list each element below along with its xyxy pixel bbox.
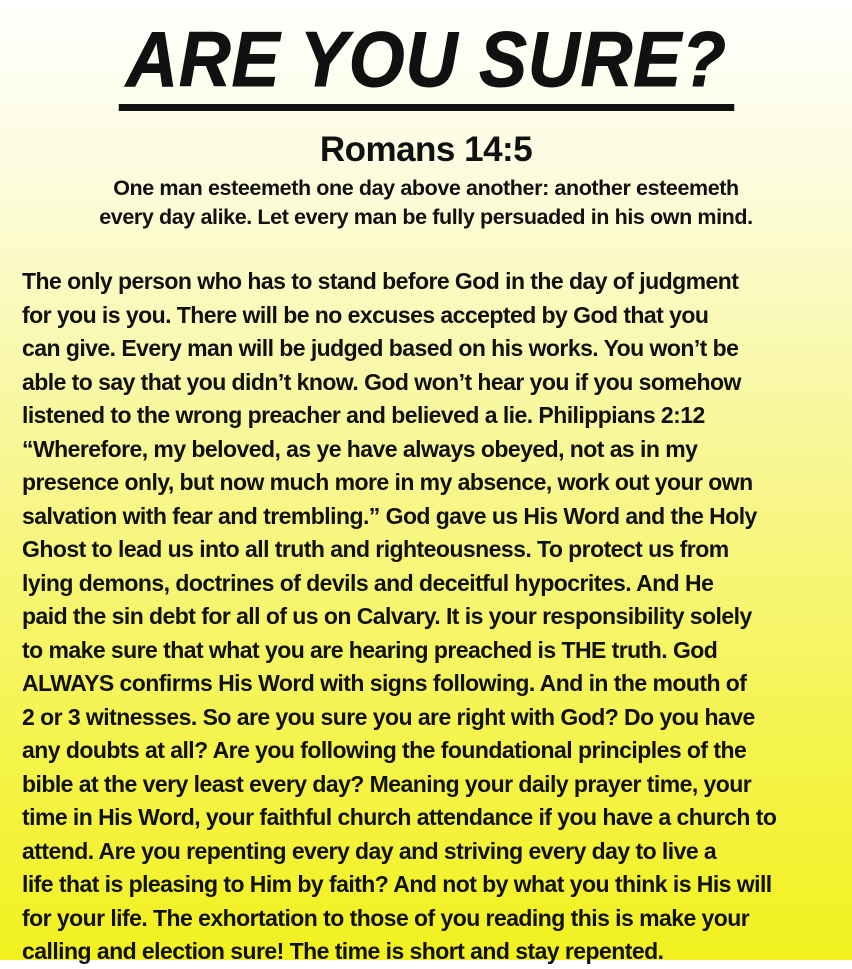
verse-line: One man esteemeth one day above another: another esteemeth <box>113 176 739 200</box>
body-line: bible at the very least every day? Meaning your daily prayer time, your <box>22 770 752 797</box>
body-line: to make sure that what you are hearing preached is THE truth. God <box>22 636 718 663</box>
headline: ARE YOU SURE? <box>118 14 733 111</box>
body-line: attend. Are you repenting every day and striving every day to live a <box>22 837 717 864</box>
body-line: life that is pleasing to Him by faith? And not by what you think is His will <box>22 871 772 897</box>
body-line: can give. Every man will be judged based on his works. You won’t be <box>22 335 739 361</box>
body-line: paid the sin debt for all of us on Calvary. It is your responsibility solely <box>22 603 752 629</box>
body-line: “Wherefore, my beloved, as ye have always obeyed, not as in my <box>22 435 698 462</box>
body-line: 2 or 3 witnesses. So are you sure you are right with God? Do you have <box>22 703 755 730</box>
body-line: time in His Word, your faithful church attendance if you have a church to <box>22 804 777 830</box>
body-line: for your life. The exhortation to those of you reading this is make your <box>22 904 750 931</box>
body-line: listened to the wrong preacher and believed a lie. Philippians 2:12 <box>22 402 705 428</box>
body-line: salvation with fear and trembling.” God gave us His Word and the Holy <box>22 502 757 529</box>
body-line: for you is you. There will be no excuses accepted by God that you <box>22 301 709 328</box>
headline-block <box>0 14 852 111</box>
scripture-reference: Romans 14:5 <box>319 130 533 169</box>
body-line: lying demons, doctrines of devils and deceitful hypocrites. And He <box>22 569 714 596</box>
body-line: ALWAYS confirms His Word with signs following. And in the mouth of <box>22 670 747 696</box>
body-line: presence only, but now much more in my absence, work out your own <box>22 469 753 495</box>
verse-line: every day alike. Let every man be fully persuaded in his own mind. <box>99 205 753 229</box>
body-line: calling and election sure! The time is short and stay repented. <box>22 938 664 964</box>
body-line: The only person who has to stand before God in the day of judgment <box>22 268 739 294</box>
body-paragraph <box>22 265 848 969</box>
body-line: Ghost to lead us into all truth and righteousness. To protect us from <box>22 536 729 562</box>
scripture-verse <box>40 174 812 232</box>
body-line: any doubts at all? Are you following the foundational principles of the <box>22 737 747 763</box>
body-line: able to say that you didn’t know. God won’t hear you if you somehow <box>22 368 741 395</box>
